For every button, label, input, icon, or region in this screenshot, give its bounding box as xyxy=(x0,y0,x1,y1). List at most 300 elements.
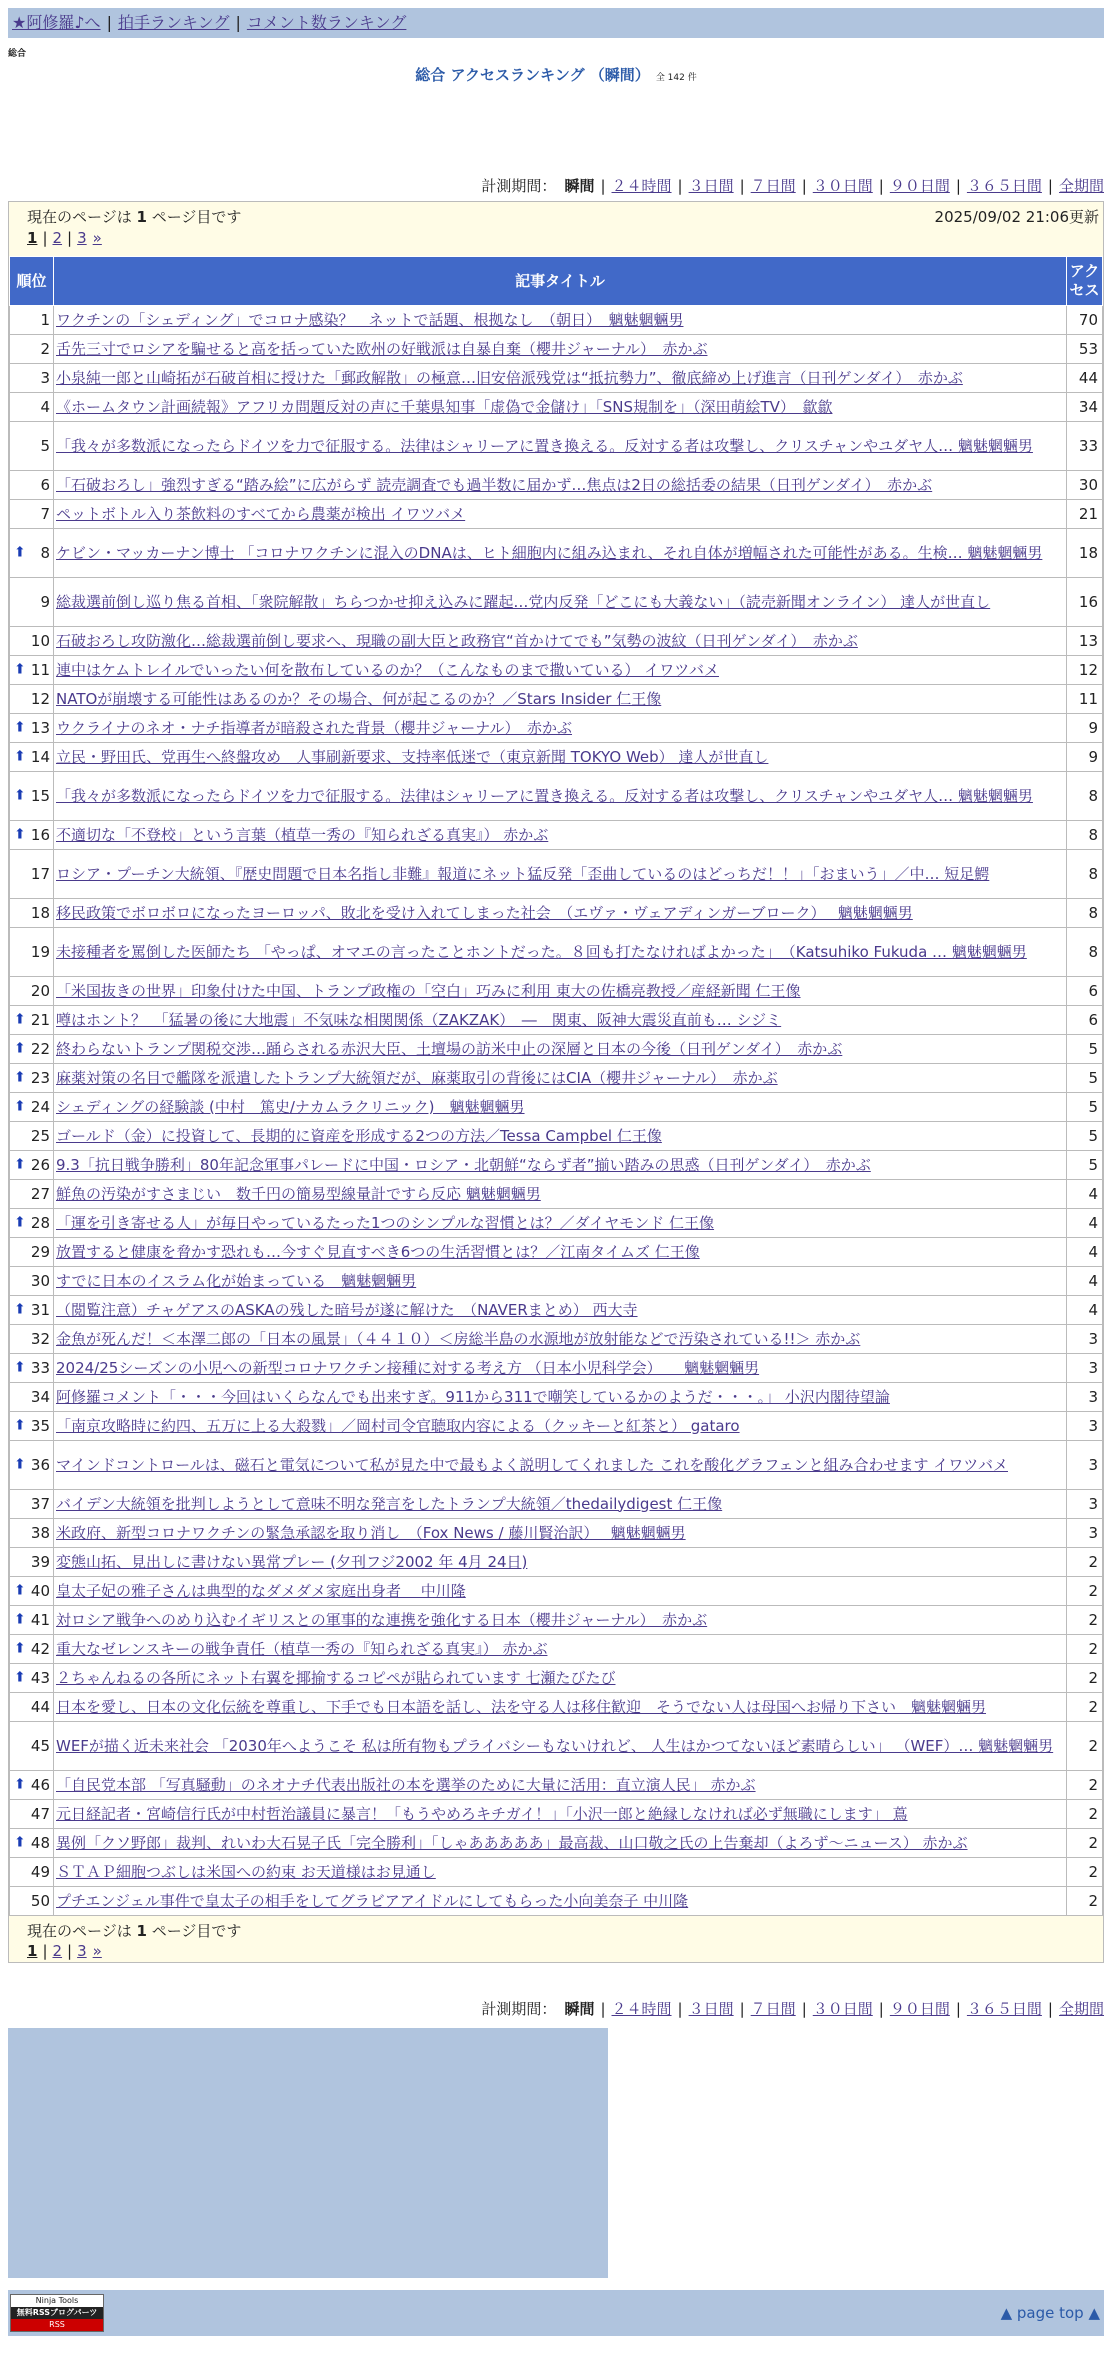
period-separator: | xyxy=(1047,2000,1053,2018)
table-row xyxy=(10,1858,1103,1887)
access-count: 4 xyxy=(1067,1238,1103,1267)
rank-cell xyxy=(10,1325,54,1354)
article-title-link[interactable]: ペットボトル入り茶飲料のすべてから農薬が検出 イワツバメ xyxy=(56,504,466,523)
title-cell xyxy=(54,335,1067,364)
article-title-link[interactable]: 阿修羅コメント「・・・今回はいくらなんでも出来すぎ。911から311で嘲笑しているかのようだ・・・。」 小沢内閣待望論 xyxy=(56,1387,890,1406)
rank-up-arrow-icon: ⬆ xyxy=(14,1456,26,1473)
article-title-link[interactable]: ロシア・プーチン大統領、『歴史問題で日本名指し非難』報道にネット猛反発「歪曲しているのはどっちだ！！」「おまいう」／中… 短足鰐 xyxy=(56,864,990,883)
rank-up-arrow-icon: ⬆ xyxy=(14,787,26,804)
table-row xyxy=(10,500,1103,529)
rank-up-arrow-icon: ⬆ xyxy=(14,1214,26,1231)
period-link-1[interactable]: ３日間 xyxy=(688,2000,734,2018)
article-title-link[interactable]: 舌先三寸でロシアを騙せると高を括っていた欧州の好戦派は自暴自棄（櫻井ジャーナル） 赤かぶ xyxy=(56,339,708,358)
rank-cell xyxy=(10,1519,54,1548)
article-title-link[interactable]: 「我々が多数派になったらドイツを力で征服する。法律はシャリーアに置き換える。反対する者は攻撃し、クリスチャンやユダヤ人… 魑魅魍魎男 xyxy=(56,786,1033,805)
article-title-link[interactable]: 9.3「抗日戦争勝利」80年記念軍事パレードに中国・ロシア・北朝鮮“ならず者”揃い踏みの思惑（日刊ゲンダイ） 赤かぶ xyxy=(56,1155,871,1174)
period-separator: | xyxy=(801,2000,807,2018)
rank-number: 21 xyxy=(30,1010,50,1029)
ad-banner[interactable] xyxy=(8,2028,608,2278)
access-count: 5 xyxy=(1067,1093,1103,1122)
table-row xyxy=(10,821,1103,850)
article-title-link[interactable]: 「自民党本部 「写真騒動」のネオナチ代表出版社の本を選挙のために大量に活用：直立演人民」 赤かぶ xyxy=(56,1775,756,1794)
rank-cell xyxy=(10,1635,54,1664)
rank-number: 26 xyxy=(30,1155,50,1174)
page-next-link[interactable]: » xyxy=(92,229,102,247)
nav-separator: | xyxy=(106,13,112,32)
article-title-link[interactable]: 重大なゼレンスキーの戦争責任（植草一秀の『知られざる真実』） 赤かぶ xyxy=(56,1639,548,1658)
rank-number: 22 xyxy=(30,1039,50,1058)
rank-up-arrow-icon: ⬆ xyxy=(14,1040,26,1057)
page-current: 1 xyxy=(27,229,38,247)
page-separator: | xyxy=(42,229,48,247)
rank-cell xyxy=(10,393,54,422)
article-title-link[interactable]: ゴールド（金）に投資して、長期的に資産を形成する2つの方法／Tessa Campbel 仁王像 xyxy=(56,1126,662,1145)
article-title-link[interactable]: シェディングの経験談 (中村 篤史/ナカムラクリニック) 魑魅魍魎男 xyxy=(56,1097,525,1116)
page-link-3[interactable]: 3 xyxy=(77,229,87,247)
access-count: 5 xyxy=(1067,1035,1103,1064)
period-current: 瞬間 xyxy=(564,2000,595,2018)
title-cell xyxy=(54,1887,1067,1916)
rank-cell xyxy=(10,1267,54,1296)
period-link-4[interactable]: ９０日間 xyxy=(889,177,950,195)
rank-cell xyxy=(10,1238,54,1267)
article-title-link[interactable]: 「運を引き寄せる人」が毎日やっているたった1つのシンプルな習慣とは？／ダイヤモンド 仁王像 xyxy=(56,1213,715,1232)
rank-cell xyxy=(10,1771,54,1800)
rank-cell xyxy=(10,1829,54,1858)
ranking-table xyxy=(9,256,1103,1916)
table-row xyxy=(10,1722,1103,1771)
title-cell xyxy=(54,772,1067,821)
access-count: 8 xyxy=(1067,928,1103,977)
rank-cell xyxy=(10,977,54,1006)
rank-cell xyxy=(10,899,54,928)
table-row xyxy=(10,1887,1103,1916)
rank-cell xyxy=(10,1887,54,1916)
rank-number: 46 xyxy=(30,1775,50,1794)
rank-cell xyxy=(10,1548,54,1577)
rank-up-arrow-icon: ⬆ xyxy=(14,1776,26,1793)
title-cell xyxy=(54,627,1067,656)
period-link-6[interactable]: 全期間 xyxy=(1058,177,1104,195)
page-info: 現在のページは 1 ページ目です xyxy=(27,208,242,226)
table-row xyxy=(10,714,1103,743)
rank-up-arrow-icon: ⬆ xyxy=(14,1156,26,1173)
page-info-footer xyxy=(9,1916,1103,1962)
table-row xyxy=(10,1800,1103,1829)
period-link-1[interactable]: ３日間 xyxy=(688,177,734,195)
nav-separator: | xyxy=(235,13,241,32)
access-count: 4 xyxy=(1067,1180,1103,1209)
rank-cell xyxy=(10,500,54,529)
rank-cell xyxy=(10,821,54,850)
rank-number: 29 xyxy=(30,1242,50,1261)
rank-number: 18 xyxy=(30,903,50,922)
article-title-link[interactable]: 金魚が死んだ！＜本澤二郎の「日本の風景」（４４１０）＜房総半島の水源地が放射能などで汚染されている!!＞ 赤かぶ xyxy=(56,1329,861,1348)
rank-up-arrow-icon: ⬆ xyxy=(14,1640,26,1657)
article-title-link[interactable]: NATOが崩壊する可能性はあるのか？その場合、何が起こるのか？／Stars Insider 仁王像 xyxy=(56,689,662,708)
page-link-2[interactable]: 2 xyxy=(52,1942,63,1960)
article-title-link[interactable]: 「米国抜きの世界」印象付けた中国、トランプ政権の「空白」巧みに利用 東大の佐橋亮教授／産経新聞 仁王像 xyxy=(56,981,801,1000)
article-title-link[interactable]: 日本を愛し、日本の文化伝統を尊重し、下手でも日本語を話し、法を守る人は移住歓迎 そうでない人は母国へお帰り下さい 魑魅魍魎男 xyxy=(56,1697,987,1716)
article-title-link[interactable]: 終わらないトランプ関税交渉…踊らされる赤沢大臣、土壇場の訪米中止の深層と日本の今後（日刊ゲンダイ） 赤かぶ xyxy=(56,1039,843,1058)
period-link-6[interactable]: 全期間 xyxy=(1058,2000,1104,2018)
rank-number: 41 xyxy=(30,1610,50,1629)
table-row xyxy=(10,772,1103,821)
period-link-2[interactable]: ７日間 xyxy=(750,2000,796,2018)
article-title-link[interactable]: 石破おろし攻防激化…総裁選前倒し要求へ、現職の副大臣と政務官“首かけてでも”気勢の波紋（日刊ゲンダイ） 赤かぶ xyxy=(56,631,858,650)
title-cell xyxy=(54,1151,1067,1180)
access-count: 2 xyxy=(1067,1829,1103,1858)
rank-number: 10 xyxy=(30,631,50,650)
table-row xyxy=(10,1383,1103,1412)
rank-number: 43 xyxy=(30,1668,50,1687)
article-title-link[interactable]: 「石破おろし」強烈すぎる“踏み絵”に広がらず 読売調査でも過半数に届かず…焦点は2日の総括委の結果（日刊ゲンダイ） 赤かぶ xyxy=(56,475,933,494)
article-title-link[interactable]: 未接種者を罵倒した医師たち 「やっぱ、オマエの言ったことホントだった。８回も打たなければよかった」 （Katsuhiko Fukuda … 魑魅魍魎男 xyxy=(56,942,1027,961)
access-count: 9 xyxy=(1067,743,1103,772)
rank-cell xyxy=(10,335,54,364)
access-count: 8 xyxy=(1067,850,1103,899)
article-title-link[interactable]: ワクチンの「シェディング」でコロナ感染？ ネットで話題、根拠なし （朝日） 魑魅魍魎男 xyxy=(56,310,684,329)
period-link-0[interactable]: ２４時間 xyxy=(611,177,672,195)
article-title-link[interactable]: すでに日本のイスラム化が始まっている 魑魅魍魎男 xyxy=(56,1271,417,1290)
table-row xyxy=(10,1829,1103,1858)
rank-up-arrow-icon: ⬆ xyxy=(14,719,26,736)
period-link-2[interactable]: ７日間 xyxy=(750,177,796,195)
table-row xyxy=(10,1006,1103,1035)
page-title-text: 総合 アクセスランキング （瞬間） xyxy=(415,66,650,84)
article-title-link[interactable]: バイデン大統領を批判しようとして意味不明な発言をしたトランプ大統領／thedailydigest 仁王像 xyxy=(56,1494,723,1513)
rank-cell xyxy=(10,1722,54,1771)
access-header: アクセス xyxy=(1067,257,1103,306)
article-title-link[interactable]: 麻薬対策の名目で艦隊を派遣したトランプ大統領だが、麻薬取引の背後にはCIA（櫻井ジャーナル） 赤かぶ xyxy=(56,1068,778,1087)
period-separator: | xyxy=(878,2000,884,2018)
access-count: 2 xyxy=(1067,1548,1103,1577)
article-title-link[interactable]: 噂はホント？ 「猛暑の後に大地震」不気味な相関関係（ZAKZAK） ― 関東、阪神大震災直前も… シジミ xyxy=(56,1010,782,1029)
access-count: 2 xyxy=(1067,1664,1103,1693)
article-title-link[interactable]: マインドコントロールは、磁石と電気について私が見た中で最もよく説明してくれました これを酸化グラフェンと組み合わせます イワツバメ xyxy=(56,1455,1008,1474)
page-info-bottom: 現在のページは 1 ページ目です xyxy=(27,1922,242,1940)
rank-cell xyxy=(10,364,54,393)
table-row xyxy=(10,1267,1103,1296)
title-cell xyxy=(54,977,1067,1006)
table-row xyxy=(10,1209,1103,1238)
title-cell xyxy=(54,500,1067,529)
access-count: 12 xyxy=(1067,656,1103,685)
rank-up-arrow-icon: ⬆ xyxy=(14,1359,26,1376)
rank-cell xyxy=(10,1858,54,1887)
rank-number: 5 xyxy=(40,436,50,455)
rank-number: 17 xyxy=(30,864,50,883)
rank-cell xyxy=(10,422,54,471)
table-row xyxy=(10,928,1103,977)
title-cell xyxy=(54,1606,1067,1635)
period-link-5[interactable]: ３６５日間 xyxy=(966,2000,1042,2018)
item-count: 全 142 件 xyxy=(655,73,697,83)
access-count: 3 xyxy=(1067,1325,1103,1354)
period-separator: | xyxy=(955,177,961,195)
rank-number: 45 xyxy=(30,1736,50,1755)
article-title-link[interactable]: 元日経記者・宮崎信行氏が中村哲治議員に暴言！「もうやめろキチガイ！」「小沢一郎と絶縁しなければ必ず無職にします」 蔦 xyxy=(56,1804,908,1823)
period-separator: | xyxy=(878,177,884,195)
article-title-link[interactable]: 立民・野田氏、党再生へ終盤攻め 人事刷新要求、支持率低迷で（東京新聞 TOKYO Web） 達人が世直し xyxy=(56,747,769,766)
rank-number: 20 xyxy=(30,981,50,1000)
table-row xyxy=(10,1635,1103,1664)
period-separator: | xyxy=(739,2000,745,2018)
rank-number: 19 xyxy=(30,942,50,961)
title-cell xyxy=(54,821,1067,850)
article-title-link[interactable]: ２ちゃんねるの各所にネット右翼を揶揄するコピペが貼られています 七瀬たびたび xyxy=(56,1668,616,1687)
table-row xyxy=(10,1238,1103,1267)
article-title-link[interactable]: 小泉純一郎と山崎拓が石破首相に授けた「郵政解散」の極意…旧安倍派残党は“抵抗勢力”、徹底締め上げ進言（日刊ゲンダイ） 赤かぶ xyxy=(56,368,963,387)
page-top-link[interactable]: ▲ page top ▲ xyxy=(1000,2304,1100,2322)
access-count: 34 xyxy=(1067,393,1103,422)
rank-header: 順位 xyxy=(10,257,54,306)
article-title-link[interactable]: ウクライナのネオ・ナチ指導者が暗殺された背景（櫻井ジャーナル） 赤かぶ xyxy=(56,718,573,737)
title-cell xyxy=(54,393,1067,422)
title-cell xyxy=(54,1180,1067,1209)
title-cell xyxy=(54,850,1067,899)
rank-cell xyxy=(10,1122,54,1151)
page-link-3[interactable]: 3 xyxy=(77,1942,87,1960)
comment-ranking-link[interactable]: コメント数ランキング xyxy=(246,13,407,32)
table-row xyxy=(10,393,1103,422)
title-cell xyxy=(54,578,1067,627)
article-title-link[interactable]: 皇太子妃の雅子さんは典型的なダメダメ家庭出身者 中川隆 xyxy=(56,1581,466,1600)
table-row xyxy=(10,1771,1103,1800)
title-cell xyxy=(54,1664,1067,1693)
title-cell xyxy=(54,1383,1067,1412)
page-link-2[interactable]: 2 xyxy=(52,229,63,247)
table-row xyxy=(10,627,1103,656)
title-header: 記事タイトル xyxy=(54,257,1067,306)
page-separator: | xyxy=(42,1942,48,1960)
article-title-link[interactable]: ＳＴＡＰ細胞つぶしは米国への約束 お天道様はお見通し xyxy=(56,1862,436,1881)
access-count: 2 xyxy=(1067,1606,1103,1635)
page-separator: | xyxy=(67,229,73,247)
article-title-link[interactable]: 異例「クソ野郎」裁判、れいわ大石晃子氏「完全勝利」「しゃあああああ」最高裁、山口敬之氏の上告棄却（よろず〜ニュース） 赤かぶ xyxy=(56,1833,968,1852)
period-link-4[interactable]: ９０日間 xyxy=(889,2000,950,2018)
access-count: 30 xyxy=(1067,471,1103,500)
access-count: 18 xyxy=(1067,529,1103,578)
rank-number: 24 xyxy=(30,1097,50,1116)
rank-number: 1 xyxy=(40,310,50,329)
rank-up-arrow-icon: ⬆ xyxy=(14,1069,26,1086)
access-count: 13 xyxy=(1067,627,1103,656)
page-info-header xyxy=(9,202,1103,256)
rank-number: 48 xyxy=(30,1833,50,1852)
access-count: 2 xyxy=(1067,1858,1103,1887)
rank-number: 2 xyxy=(40,339,50,358)
rank-cell xyxy=(10,743,54,772)
period-separator: | xyxy=(600,177,606,195)
rank-cell xyxy=(10,1490,54,1519)
rank-cell xyxy=(10,1035,54,1064)
title-cell xyxy=(54,1490,1067,1519)
rank-cell xyxy=(10,1209,54,1238)
rank-cell xyxy=(10,627,54,656)
article-title-link[interactable]: （閲覧注意）チャゲアスのASKAの残した暗号が遂に解けた （NAVERまとめ） 西大寺 xyxy=(56,1300,638,1319)
title-cell xyxy=(54,899,1067,928)
title-cell xyxy=(54,529,1067,578)
access-count: 33 xyxy=(1067,422,1103,471)
access-count: 5 xyxy=(1067,1064,1103,1093)
title-cell xyxy=(54,1035,1067,1064)
title-cell xyxy=(54,422,1067,471)
table-row xyxy=(10,1548,1103,1577)
home-link[interactable]: ★阿修羅♪へ xyxy=(12,13,101,32)
applause-ranking-link[interactable]: 拍手ランキング xyxy=(117,13,230,32)
table-row xyxy=(10,364,1103,393)
rank-up-arrow-icon: ⬆ xyxy=(14,826,26,843)
rss-parts-logo[interactable]: Ninja Tools 無料RSSブログパーツ RSS xyxy=(10,2294,104,2332)
rank-number: 31 xyxy=(30,1300,50,1319)
title-cell xyxy=(54,685,1067,714)
rank-number: 9 xyxy=(40,592,50,611)
title-cell xyxy=(54,1519,1067,1548)
table-row xyxy=(10,1412,1103,1441)
rank-number: 16 xyxy=(30,825,50,844)
access-count: 2 xyxy=(1067,1635,1103,1664)
rank-number: 15 xyxy=(30,786,50,805)
table-row xyxy=(10,1325,1103,1354)
rank-up-arrow-icon: ⬆ xyxy=(14,1834,26,1851)
access-count: 6 xyxy=(1067,1006,1103,1035)
table-row xyxy=(10,1490,1103,1519)
rank-up-arrow-icon: ⬆ xyxy=(14,1417,26,1434)
title-cell xyxy=(54,928,1067,977)
article-title-link[interactable]: 総裁選前倒し巡り焦る首相、「衆院解散」ちらつかせ抑え込みに躍起…党内反発「どこにも大義ない」（読売新聞オンライン） 達人が世直し xyxy=(56,592,991,611)
title-cell xyxy=(54,1693,1067,1722)
table-row xyxy=(10,306,1103,335)
table-row xyxy=(10,1664,1103,1693)
rank-number: 27 xyxy=(30,1184,50,1203)
title-cell xyxy=(54,1122,1067,1151)
article-title-link[interactable]: プチエンジェル事件で皇太子の相手をしてグラビアアイドルにしてもらった小向美奈子 中川隆 xyxy=(56,1891,689,1910)
period-selector-top xyxy=(481,176,1104,196)
article-title-link[interactable]: 「我々が多数派になったらドイツを力で征服する。法律はシャリーアに置き換える。反対する者は攻撃し、クリスチャンやユダヤ人… 魑魅魍魎男 xyxy=(56,436,1033,455)
rank-cell xyxy=(10,1412,54,1441)
table-row xyxy=(10,1151,1103,1180)
rank-number: 25 xyxy=(30,1126,50,1145)
ranking-box xyxy=(8,201,1104,1963)
rank-number: 35 xyxy=(30,1416,50,1435)
access-count: 5 xyxy=(1067,1151,1103,1180)
access-count: 2 xyxy=(1067,1800,1103,1829)
title-cell xyxy=(54,1577,1067,1606)
rank-cell xyxy=(10,1151,54,1180)
article-title-link[interactable]: 不適切な「不登校」という言葉（植草一秀の『知られざる真実』） 赤かぶ xyxy=(56,825,549,844)
rank-up-arrow-icon: ⬆ xyxy=(14,1301,26,1318)
table-row xyxy=(10,1296,1103,1325)
period-link-3[interactable]: ３０日間 xyxy=(812,2000,873,2018)
access-count: 3 xyxy=(1067,1354,1103,1383)
rank-cell xyxy=(10,1383,54,1412)
rank-cell xyxy=(10,471,54,500)
access-count: 2 xyxy=(1067,1722,1103,1771)
article-title-link[interactable]: WEFが描く近未来社会 「2030年へようこそ 私は所有物もプライバシーもないけれど、 人生はかつてないほど素晴らしい」 （WEF）… 魑魅魍魎男 xyxy=(56,1736,1054,1755)
page-separator: | xyxy=(67,1942,73,1960)
rank-cell xyxy=(10,578,54,627)
rank-number: 7 xyxy=(40,504,50,523)
period-label: 計測期間： xyxy=(481,177,557,195)
title-cell xyxy=(54,1354,1067,1383)
article-title-link[interactable]: 対ロシア戦争へのめり込むイギリスとの軍事的な連携を強化する日本（櫻井ジャーナル） 赤かぶ xyxy=(56,1610,708,1629)
rank-number: 30 xyxy=(30,1271,50,1290)
article-title-link[interactable]: 「南京攻略時に約四、五万に上る大殺戮」／岡村司令官聴取内容による（クッキーと紅茶と） gataro xyxy=(56,1416,740,1435)
table-row xyxy=(10,471,1103,500)
table-header-row xyxy=(10,257,1103,306)
access-count: 4 xyxy=(1067,1209,1103,1238)
rank-number: 8 xyxy=(40,543,50,562)
rank-number: 14 xyxy=(30,747,50,766)
rank-cell xyxy=(10,1800,54,1829)
article-title-link[interactable]: 放置すると健康を脅かす恐れも…今すぐ見直すべき6つの生活習慣とは？／江南タイムズ 仁王像 xyxy=(56,1242,700,1261)
title-cell xyxy=(54,1267,1067,1296)
rank-number: 37 xyxy=(30,1494,50,1513)
table-row xyxy=(10,1519,1103,1548)
rank-number: 11 xyxy=(30,660,50,679)
access-count: 9 xyxy=(1067,714,1103,743)
table-row xyxy=(10,335,1103,364)
rank-cell xyxy=(10,928,54,977)
title-cell xyxy=(54,1296,1067,1325)
access-count: 2 xyxy=(1067,1577,1103,1606)
period-separator: | xyxy=(801,177,807,195)
rank-up-arrow-icon: ⬆ xyxy=(14,544,26,561)
page-next-link[interactable]: » xyxy=(92,1942,102,1960)
period-selector-bottom xyxy=(481,1999,1104,2019)
updated-time: 2025/09/02 21:06更新 xyxy=(934,208,1099,226)
table-row xyxy=(10,1693,1103,1722)
article-title-link[interactable]: 鮮魚の汚染がすさまじい 数千円の簡易型線量計ですら反応 魑魅魍魎男 xyxy=(56,1184,541,1203)
title-cell xyxy=(54,1635,1067,1664)
rank-up-arrow-icon: ⬆ xyxy=(14,1011,26,1028)
article-title-link[interactable]: 2024/25シーズンの小児への新型コロナワクチン接種に対する考え方 （日本小児科学会） 魑魅魍魎男 xyxy=(56,1358,760,1377)
rank-number: 50 xyxy=(30,1891,50,1910)
title-cell xyxy=(54,1548,1067,1577)
table-row xyxy=(10,899,1103,928)
table-row xyxy=(10,1093,1103,1122)
rank-cell xyxy=(10,529,54,578)
period-link-5[interactable]: ３６５日間 xyxy=(966,177,1042,195)
pagination-top xyxy=(27,229,102,247)
article-title-link[interactable]: ケビン・マッカーナン博士 「コロナワクチンに混入のDNAは、ヒト細胞内に組み込まれ、それ自体が増幅された可能性がある。生検… 魑魅魍魎男 xyxy=(56,543,1043,562)
rank-number: 12 xyxy=(30,689,50,708)
title-cell xyxy=(54,364,1067,393)
article-title-link[interactable]: 《ホームタウン計画続報》アフリカ問題反対の声に千葉県知事「虚偽で金儲け」「SNS規制を」（深田萌絵TV） 歙歙 xyxy=(56,397,833,416)
rank-number: 33 xyxy=(30,1358,50,1377)
article-title-link[interactable]: 移民政策でボロボロになったヨーロッパ、敗北を受け入れてしまった社会 （エヴァ・ヴェアディンガーブローク） 魑魅魍魎男 xyxy=(56,903,913,922)
access-count: 4 xyxy=(1067,1267,1103,1296)
period-separator: | xyxy=(677,177,683,195)
table-row xyxy=(10,743,1103,772)
table-row xyxy=(10,1035,1103,1064)
article-title-link[interactable]: 連中はケムトレイルでいったい何を散布しているのか？（こんなものまで撒いている） イワツバメ xyxy=(56,660,719,679)
access-count: 3 xyxy=(1067,1412,1103,1441)
period-link-0[interactable]: ２４時間 xyxy=(611,2000,672,2018)
rank-cell xyxy=(10,306,54,335)
period-link-3[interactable]: ３０日間 xyxy=(812,177,873,195)
access-count: 3 xyxy=(1067,1490,1103,1519)
period-label: 計測期間： xyxy=(481,2000,557,2018)
table-row xyxy=(10,1354,1103,1383)
rank-cell xyxy=(10,772,54,821)
rank-cell xyxy=(10,850,54,899)
article-title-link[interactable]: 米政府、新型コロナワクチンの緊急承認を取り消し （Fox News / 藤川賢治訳） 魑魅魍魎男 xyxy=(56,1523,686,1542)
table-row xyxy=(10,850,1103,899)
article-title-link[interactable]: 変態山拓、見出しに書けない異常プレー (夕刊フジ2002 年 4月 24日) xyxy=(56,1552,528,1571)
table-row xyxy=(10,422,1103,471)
